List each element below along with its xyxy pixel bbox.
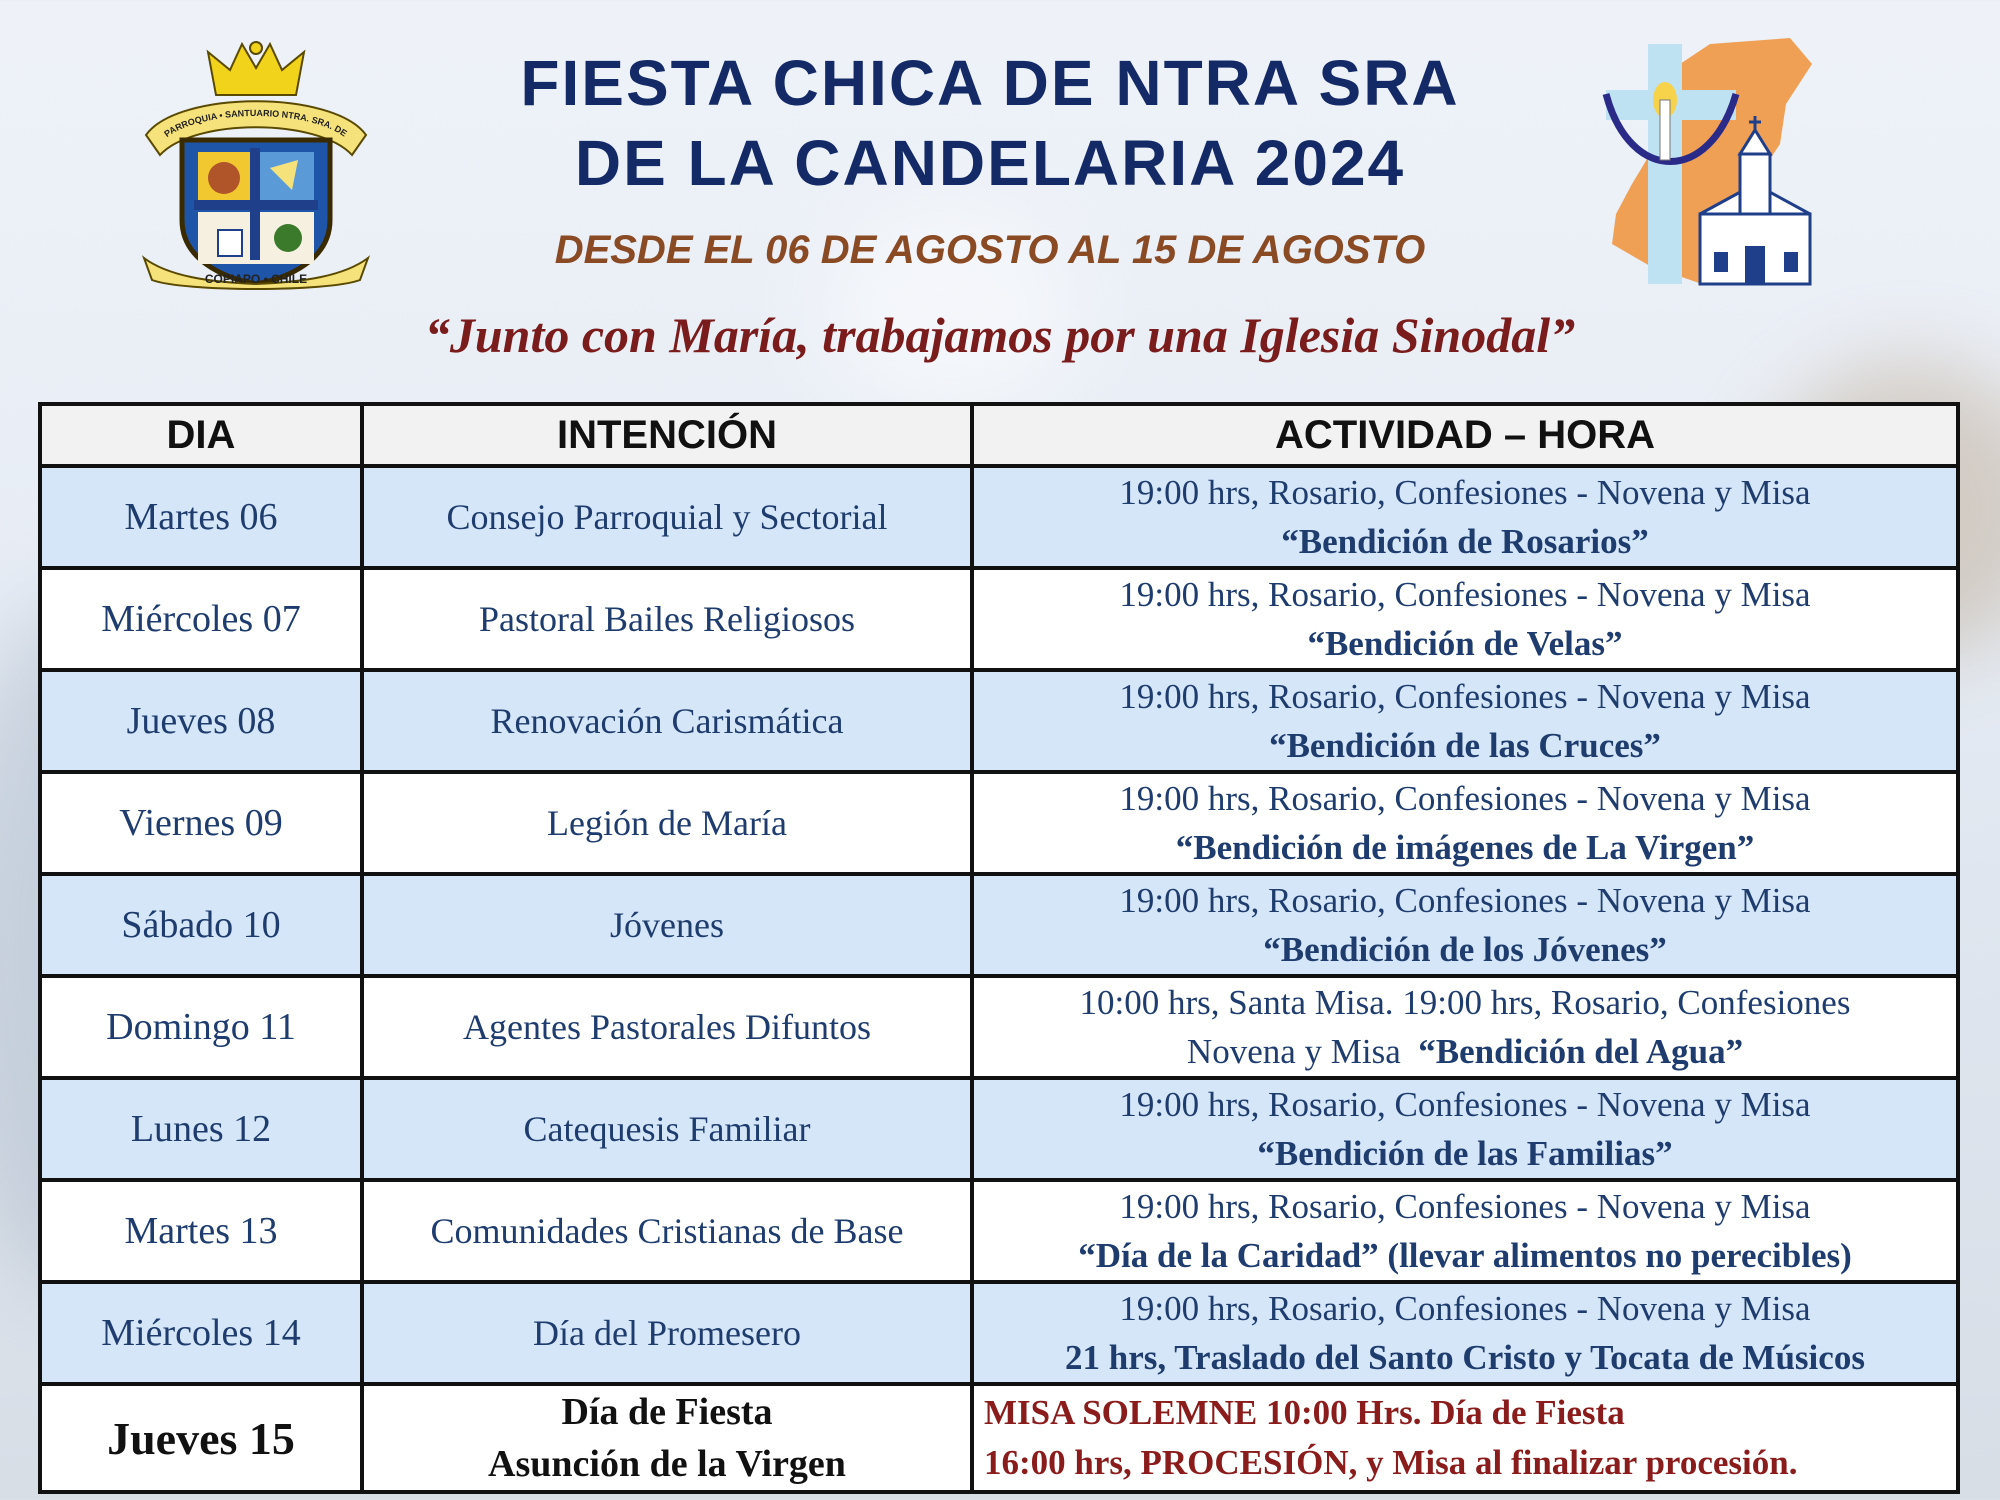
activity-time: 19:00 hrs, Rosario, Confesiones - Novena y Misa [1119, 1085, 1811, 1124]
day-cell: Domingo 11 [40, 976, 362, 1078]
activity-blessing: “Bendición de imágenes de La Virgen” [1175, 828, 1755, 867]
intention-cell: Agentes Pastorales Difuntos [362, 976, 972, 1078]
activity-time: 19:00 hrs, Rosario, Confesiones - Novena y Misa [1119, 1289, 1811, 1328]
activity-cell [972, 568, 1958, 670]
day-cell: Martes 06 [40, 466, 362, 568]
activity-time: 19:00 hrs, Rosario, Confesiones - Novena y Misa [1119, 677, 1811, 716]
intention-cell: Jóvenes [362, 874, 972, 976]
page-title-line2: DE LA CANDELARIA 2024 [574, 127, 1406, 199]
activity-time: 19:00 hrs, Rosario, Confesiones - Novena y Misa [1119, 1187, 1811, 1226]
activity-line1: MISA SOLEMNE 10:00 Hrs. Día de Fiesta [984, 1393, 1625, 1432]
activity-time: 19:00 hrs, Rosario, Confesiones - Novena y Misa [1119, 779, 1811, 818]
activity-cell [972, 772, 1958, 874]
table-header-row [40, 404, 1958, 466]
activity-blessing: “Día de la Caridad” (llevar alimentos no perecibles) [1078, 1236, 1852, 1275]
activity-cell [972, 466, 1958, 568]
table-row [40, 772, 1958, 874]
motto-quote: “Junto con María, trabajamos por una Iglesia Sinodal” [424, 307, 1576, 363]
intention-cell: Comunidades Cristianas de Base [362, 1180, 972, 1282]
header-day: DIA [40, 404, 362, 466]
day-cell: Jueves 08 [40, 670, 362, 772]
activity-cell [972, 874, 1958, 976]
intention-cell [362, 1384, 972, 1492]
activity-blessing: “Bendición de las Cruces” [1269, 726, 1661, 765]
intention-cell: Renovación Carismática [362, 670, 972, 772]
activity-time: 19:00 hrs, Rosario, Confesiones - Novena y Misa [1119, 881, 1811, 920]
activity-time: 10:00 hrs, Santa Misa. 19:00 hrs, Rosario, Confesiones [1079, 983, 1851, 1022]
activity-blessing: “Bendición del Agua” [1418, 1032, 1744, 1071]
activity-time: 19:00 hrs, Rosario, Confesiones - Novena y Misa [1119, 473, 1811, 512]
crest-bottom-text: COPIAPO • CHILE [204, 272, 308, 286]
day-cell: Sábado 10 [40, 874, 362, 976]
intention-cell: Consejo Parroquial y Sectorial [362, 466, 972, 568]
activity-blessing: “Bendición de Velas” [1307, 624, 1623, 663]
activity-cell [972, 1180, 1958, 1282]
activity-time: 19:00 hrs, Rosario, Confesiones - Novena y Misa [1119, 575, 1811, 614]
table-row-final [40, 1384, 1958, 1492]
header-activity: ACTIVIDAD – HORA [972, 404, 1958, 466]
activity-cell [972, 1282, 1958, 1384]
activity-cell [972, 976, 1958, 1078]
table-row [40, 466, 1958, 568]
activity-cell [972, 1384, 1958, 1492]
table-row [40, 1078, 1958, 1180]
intention-cell: Catequesis Familiar [362, 1078, 972, 1180]
activity-blessing: 21 hrs, Traslado del Santo Cristo y Tocata de Músicos [1065, 1338, 1865, 1377]
day-cell: Miércoles 07 [40, 568, 362, 670]
table-row [40, 874, 1958, 976]
day-cell: Lunes 12 [40, 1078, 362, 1180]
parish-crest-logo [138, 40, 374, 290]
page-title-line1: FIESTA CHICA DE NTRA SRA [520, 47, 1460, 119]
day-cell: Miércoles 14 [40, 1282, 362, 1384]
activity-plain: Novena y Misa [1186, 1032, 1401, 1071]
table-row [40, 1282, 1958, 1384]
activity-blessing: “Bendición de los Jóvenes” [1263, 930, 1667, 969]
diocese-cross-church-logo [1590, 34, 1826, 294]
day-cell: Viernes 09 [40, 772, 362, 874]
table-row [40, 670, 1958, 772]
date-range-subtitle: DESDE EL 06 DE AGOSTO AL 15 DE AGOSTO [554, 228, 1426, 272]
table-row [40, 1180, 1958, 1282]
day-cell: Martes 13 [40, 1180, 362, 1282]
activity-cell [972, 670, 1958, 772]
table-row [40, 568, 1958, 670]
header-intention: INTENCIÓN [362, 404, 972, 466]
intention-cell: Legión de María [362, 772, 972, 874]
intention-line1: Día de Fiesta [561, 1391, 773, 1433]
activity-line2: 16:00 hrs, PROCESIÓN, y Misa al finalizar procesión. [984, 1443, 1798, 1482]
activity-blessing: “Bendición de Rosarios” [1281, 522, 1649, 561]
table-row [40, 976, 1958, 1078]
intention-cell: Día del Promesero [362, 1282, 972, 1384]
crest-top-text: PARROQUIA • SANTUARIO NTRA. SRA. DE [162, 107, 349, 140]
activity-blessing: “Bendición de las Familias” [1257, 1134, 1673, 1173]
intention-cell: Pastoral Bailes Religiosos [362, 568, 972, 670]
day-cell: Jueves 15 [40, 1384, 362, 1492]
intention-line2: Asunción de la Virgen [488, 1443, 846, 1485]
activity-cell [972, 1078, 1958, 1180]
schedule-table [38, 402, 1960, 1494]
